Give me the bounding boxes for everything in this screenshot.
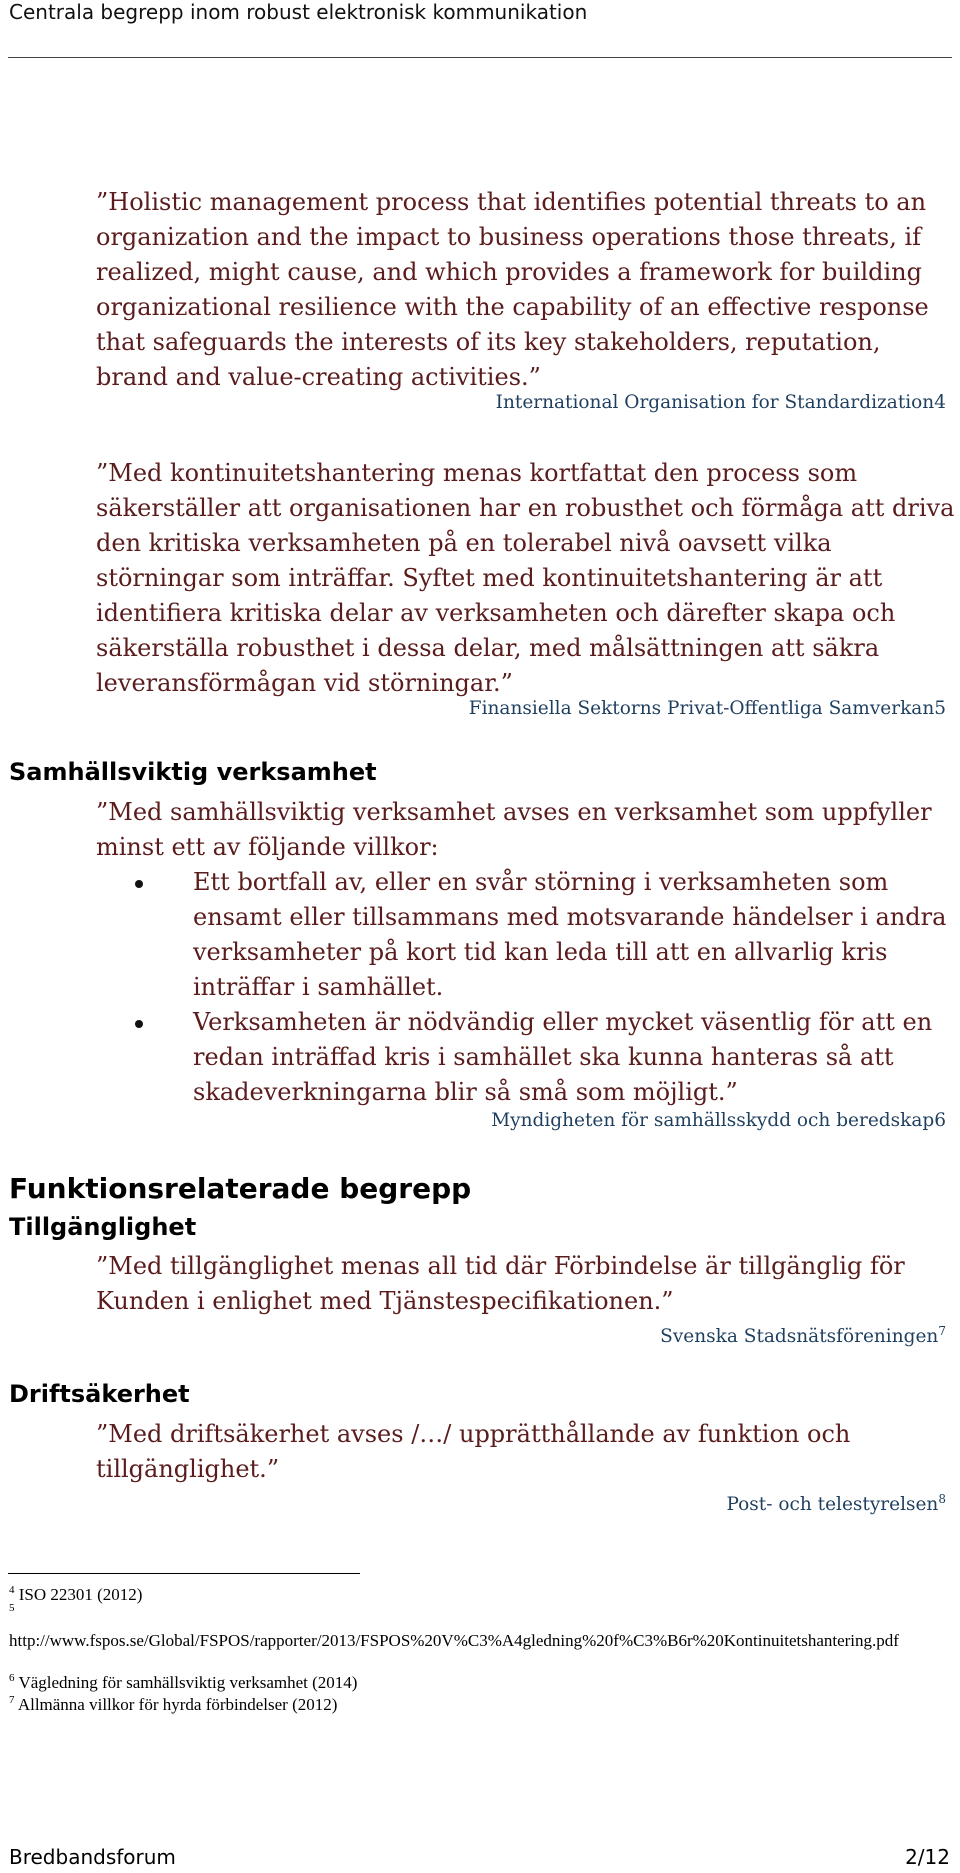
source-iso: International Organisation for Standardization4 <box>495 392 946 413</box>
bullet-dot-icon <box>135 880 143 888</box>
source-pts-text: Post- och telestyrelsen <box>726 1494 939 1515</box>
footnote-6 <box>9 1672 357 1693</box>
footnote-number: 5 <box>9 1602 15 1614</box>
list-item <box>9 865 956 1005</box>
quote-iso: ”Holistic management process that identifies potential threats to an organization and the impact to business operations those threats, if realized, might cause, and which provides a framework for building organizational resilience with the capability of an effective response that safeguards the interests of its key stakeholders, reputation, brand and value-creating activities.” <box>96 188 929 391</box>
quote-msb <box>96 795 956 1110</box>
source-ssnf <box>660 1319 946 1349</box>
footnote-ref: 7 <box>938 1324 946 1338</box>
source-ssnf-text: Svenska Stadsnätsföreningen <box>660 1326 939 1347</box>
quote-msb-intro: ”Med samhällsviktig verksamhet avses en verksamhet som uppfyller minst ett av följande villkor: <box>96 798 932 861</box>
heading-driftsakerhet: Driftsäkerhet <box>9 1380 190 1408</box>
footnote-divider <box>8 1573 360 1574</box>
quote-ssnf: ”Med tillgänglighet menas all tid där Förbindelse är tillgänglig för Kunden i enlighet med Tjänstespecifikationen.” <box>96 1252 905 1315</box>
footnote-5-number <box>9 1602 15 1623</box>
footnote-7 <box>9 1694 337 1715</box>
heading-tillganglighet: Tillgänglighet <box>9 1213 197 1241</box>
running-header: Centrala begrepp inom robust elektronisk kommunikation <box>9 0 588 24</box>
header-divider <box>8 57 952 58</box>
list-item-text: Verksamheten är nödvändig eller mycket väsentlig för att en redan inträffad kris i samhället ska kunna hanteras så att skadeverkningarna blir så små som möjligt.” <box>193 1008 933 1106</box>
footnote-5-link[interactable]: http://www.fspos.se/Global/FSPOS/rapporter/2013/FSPOS%20V%C3%A4gledning%20f%C3%B6r%20Kontinuitetshantering.pdf <box>9 1631 899 1650</box>
page-number: 2/12 <box>905 1845 950 1869</box>
footnote-text: Vägledning för samhällsviktig verksamhet (2014) <box>18 1673 358 1692</box>
source-fspos: Finansiella Sektorns Privat-Offentliga Samverkan5 <box>468 698 946 719</box>
footnote-number: 7 <box>9 1694 15 1706</box>
quote-fspos: ”Med kontinuitetshantering menas kortfattat den process som säkerställer att organisationen har en robusthet och förmåga att driva den kritiska verksamheten på en tolerabel nivå oavsett vilka störningar som inträffar. Syftet med kontinuitetshantering är att identifiera kritiska delar av verksamheten och därefter skapa och säkerställa robusthet i dessa delar, med målsättningen att säkra leveransförmågan vid störningar.” <box>96 459 955 697</box>
footnote-text: ISO 22301 (2012) <box>18 1585 143 1604</box>
footnote-text: Allmänna villkor för hyrda förbindelser (2012) <box>17 1695 338 1714</box>
footnote-number: 4 <box>9 1584 15 1596</box>
source-msb: Myndigheten för samhällsskydd och beredskap6 <box>491 1110 946 1131</box>
footnote-4 <box>9 1584 142 1605</box>
list-item <box>9 1005 956 1110</box>
list-item-text: Ett bortfall av, eller en svår störning i verksamheten som ensamt eller tillsammans med motsvarande händelser i andra verksamheter på kort tid kan leda till att en allvarlig kris inträffar i samhället. <box>193 868 947 1001</box>
footnote-ref: 8 <box>938 1492 946 1506</box>
footer-left: Bredbandsforum <box>9 1845 176 1869</box>
bullet-dot-icon <box>135 1020 143 1028</box>
source-pts <box>726 1487 946 1517</box>
footnote-number: 6 <box>9 1672 15 1684</box>
heading-samhallsviktig-verksamhet: Samhällsviktig verksamhet <box>9 758 377 786</box>
quote-msb-list <box>9 865 956 1110</box>
heading-funktionsrelaterade-begrepp: Funktionsrelaterade begrepp <box>9 1172 472 1205</box>
quote-pts: ”Med driftsäkerhet avses /…/ upprätthållande av funktion och tillgänglighet.” <box>96 1420 851 1483</box>
